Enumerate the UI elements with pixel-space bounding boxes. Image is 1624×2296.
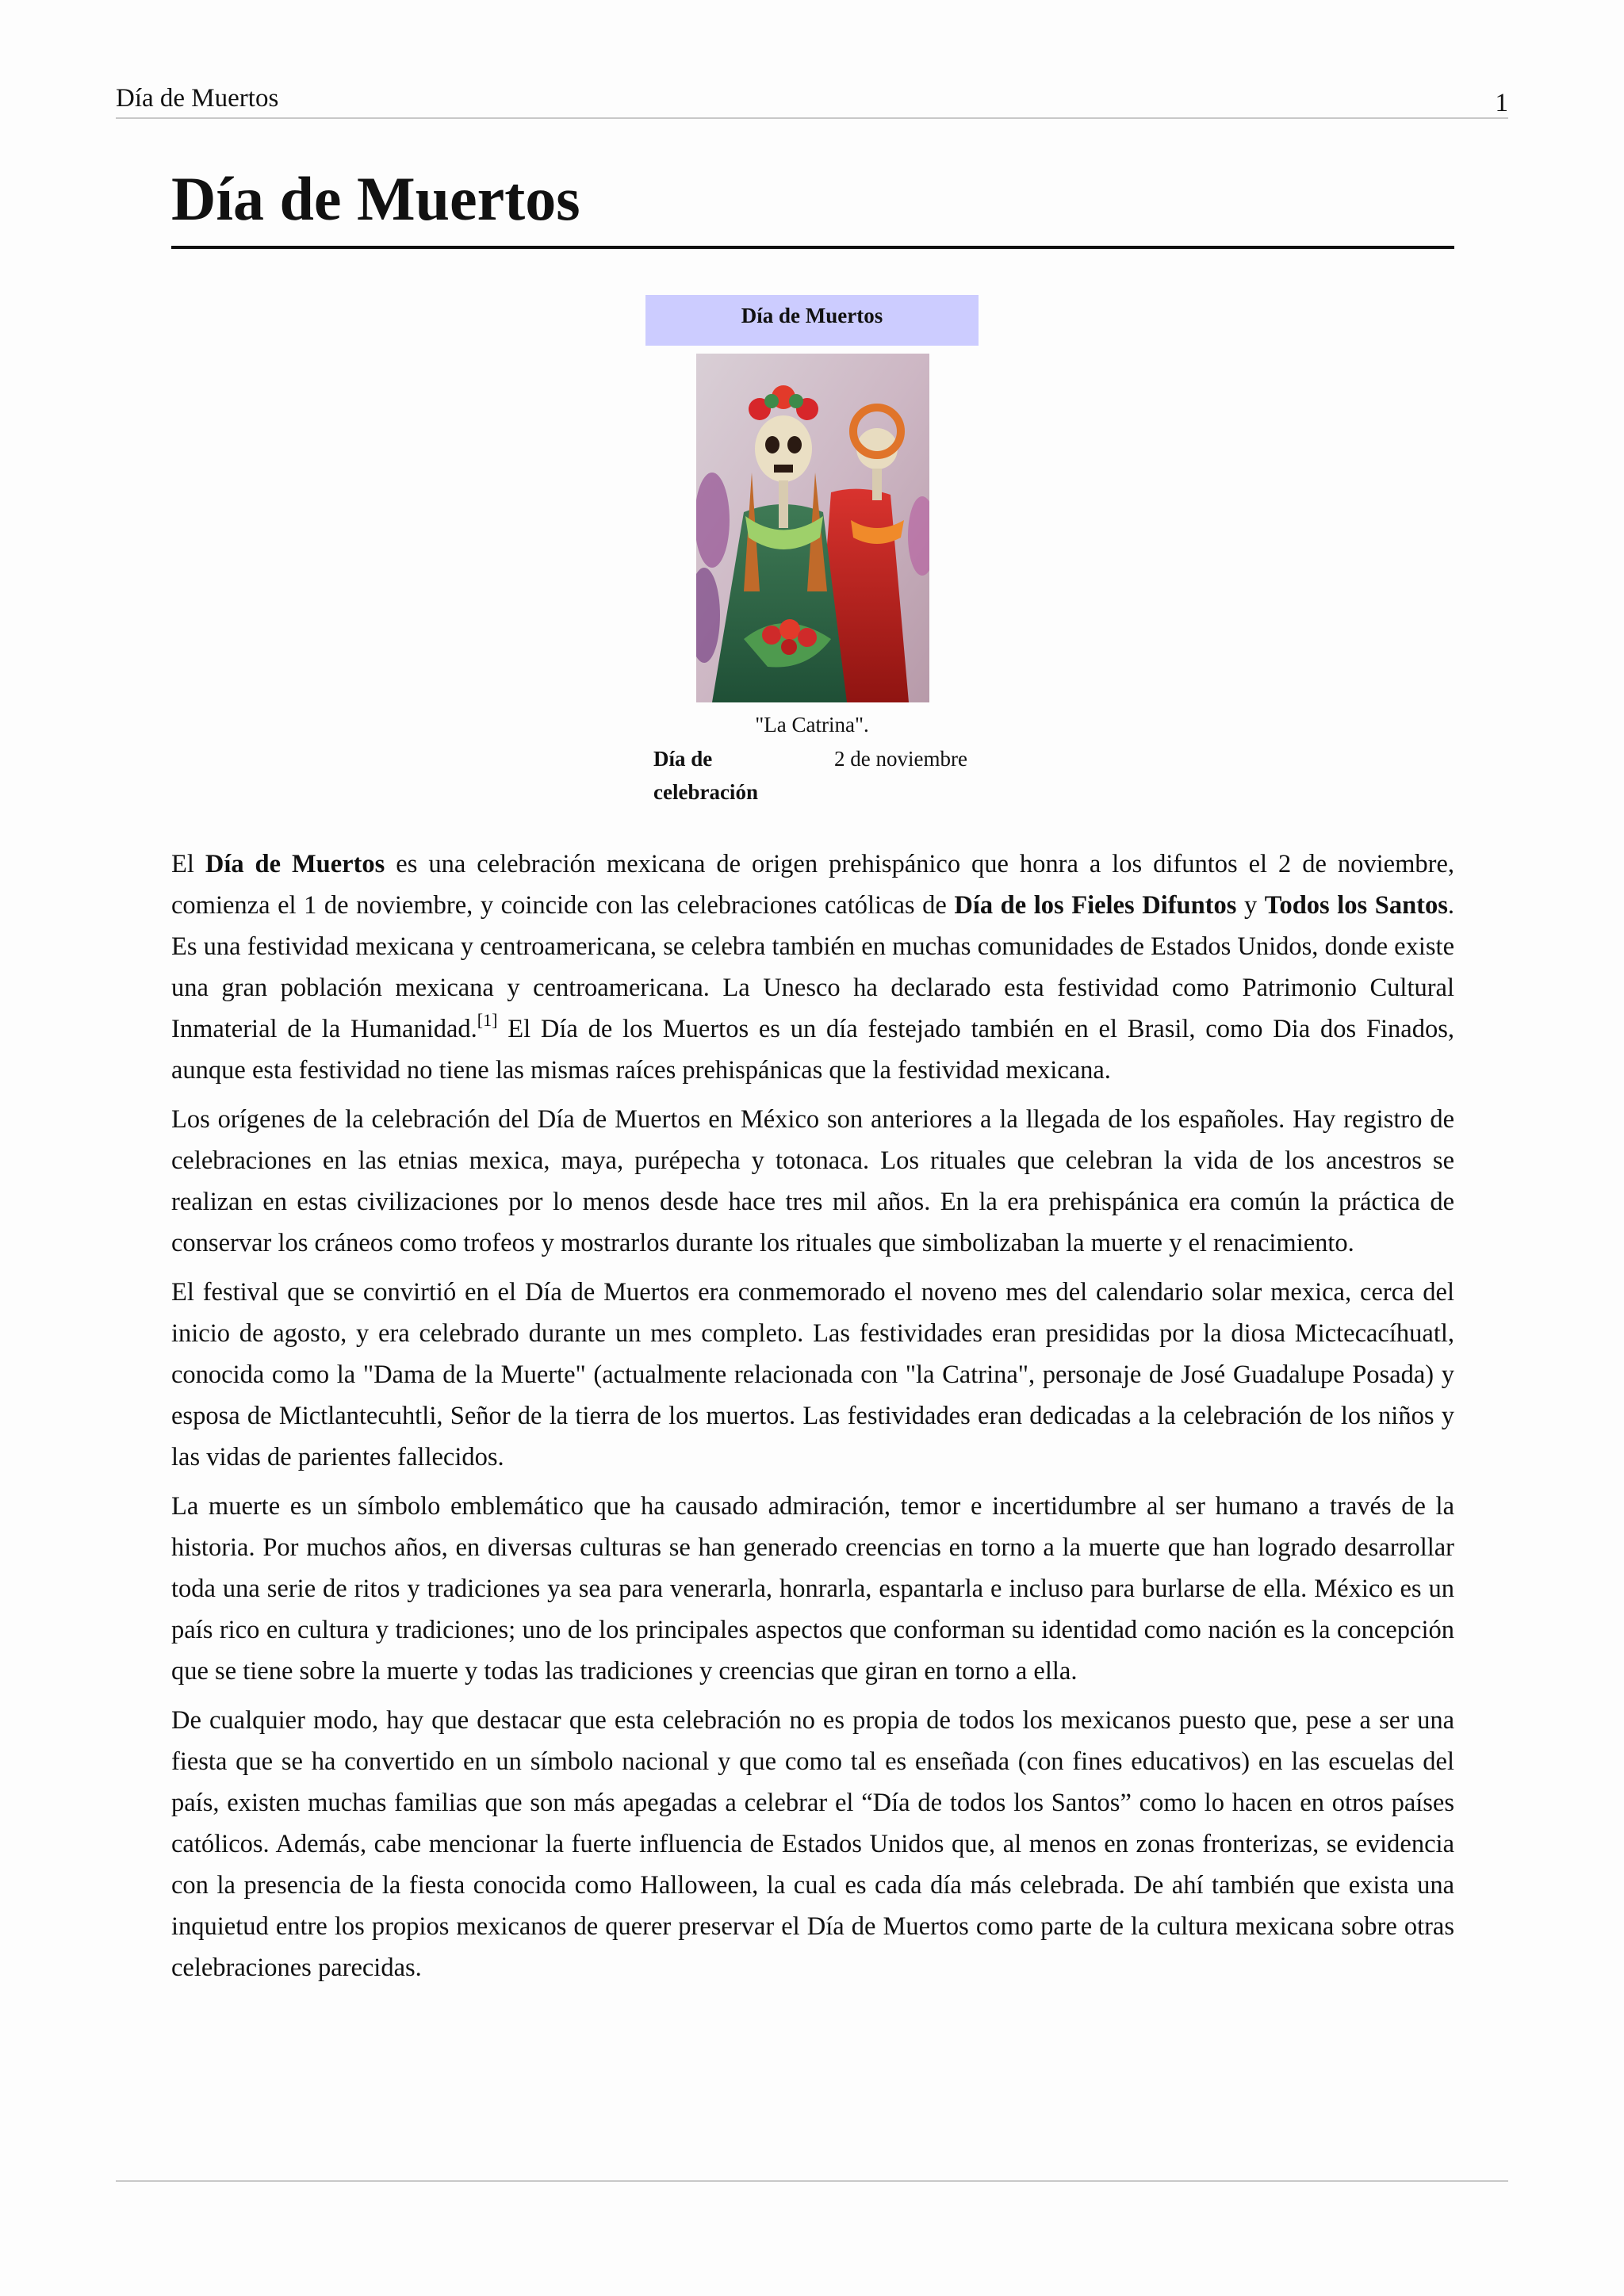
paragraph-symbol: La muerte es un símbolo emblemático que ha causado admiración, temor e incertidumbre al ser humano a través de la historia. Por muchos años, en diversas culturas se han generado creencias en torno a la muerte que han logrado desarrollar toda una serie de ritos y tradiciones ya sea para venerarla, honrarla, espantarla e incluso para burlarse de ella. México es un país rico en cultura y tradiciones; uno de los principales aspectos que conforman su identidad como nación es la concepción que se tiene sobre la muerte y todas las tradiciones y creencias que giran en torno a ella.	[171, 1492, 1454, 1686]
bold-term-todos-los-santos: Todos los Santos	[1264, 891, 1448, 920]
infobox-title: Día de Muertos	[645, 295, 979, 346]
paragraph-intro	[171, 844, 1454, 1091]
text-run: El Día de los Muertos es un día festejado también en el Brasil, como Dia dos Finados, aunque esta festividad no tiene las mismas raíces prehispánicas que la festividad mexicana.	[171, 1015, 1454, 1085]
running-header-title: Día de Muertos	[116, 84, 279, 113]
page-title: Día de Muertos	[171, 155, 1454, 249]
infobox-image	[696, 354, 929, 702]
infobox	[645, 295, 979, 813]
paragraph-influence: De cualquier modo, hay que destacar que esta celebración no es propia de todos los mexicanos puesto que, pese a ser una fiesta que se ha convertido en un símbolo nacional y que como tal es enseñada (con fines educativos) en las escuelas del país, existen muchas familias que son más apegadas a celebrar el “Día de todos los Santos” como lo hacen en otros países católicos. Además, cabe mencionar la fuerte influencia de Estados Unidos que, al menos en zonas fronterizas, se evidencia con la presencia de la fiesta conocida como Halloween, la cual es cada día más celebrada. De ahí también que exista una inquietud entre los propios mexicanos de querer preservar el Día de Muertos como parte de la cultura mexicana sobre otras celebraciones parecidas.	[171, 1706, 1454, 1982]
text-run: y	[1236, 891, 1265, 920]
infobox-row-celebration	[645, 742, 979, 813]
infobox-row-label: Día de celebración	[653, 747, 758, 804]
infobox-row-value: 2 de noviembre	[834, 747, 967, 771]
text-run: El	[171, 850, 205, 878]
footer-divider	[116, 2180, 1508, 2182]
text-run: es una celebración mexicana de origen prehispánico que honra a los difuntos el 2 de noviembre, comienza el 1 de noviembre, y coincide con las celebraciones católicas de	[171, 850, 1454, 920]
article-body	[171, 844, 1454, 1996]
bold-term-fieles-difuntos: Día de los Fieles Difuntos	[954, 891, 1237, 920]
paragraph-origins: Los orígenes de la celebración del Día de Muertos en México son anteriores a la llegada de los españoles. Hay registro de celebraciones en las etnias mexica, maya, purépecha y totonaca. Los rituales que celebran la vida de los ancestros se realizan en estas civilizaciones por lo menos desde hace tres mil años. En la era prehispánica era común la práctica de conservar los cráneos como trofeos y mostrarlos durante los rituales que simbolizaban la muerte y el renacimiento.	[171, 1105, 1454, 1257]
reference-link-1[interactable]: [1]	[477, 1010, 498, 1030]
text-run: . Es una festividad mexicana y centroamericana, se celebra también en muchas comunidades de Estados Unidos, donde existe una gran población mexicana y centroamericana. La Unesco ha declarado esta festividad como Patrimonio Cultural Inmaterial de la Humanidad.	[171, 891, 1455, 1043]
running-header	[116, 76, 1508, 119]
paragraph-festival: El festival que se convirtió en el Día de Muertos era conmemorado el noveno mes del calendario solar mexica, cerca del inicio de agosto, y era celebrado durante un mes completo. Las festividades eran presididas por la diosa Mictecacíhuatl, conocida como la "Dama de la Muerte" (actualmente relacionada con "la Catrina", personaje de José Guadalupe Posada) y esposa de Mictlantecuhtli, Señor de la tierra de los muertos. Las festividades eran dedicadas a la celebración de los niños y las vidas de parientes fallecidos.	[171, 1278, 1454, 1471]
page-number: 1	[1495, 89, 1508, 117]
infobox-caption: "La Catrina".	[755, 713, 869, 737]
bold-term-dia-de-muertos: Día de Muertos	[205, 850, 385, 878]
